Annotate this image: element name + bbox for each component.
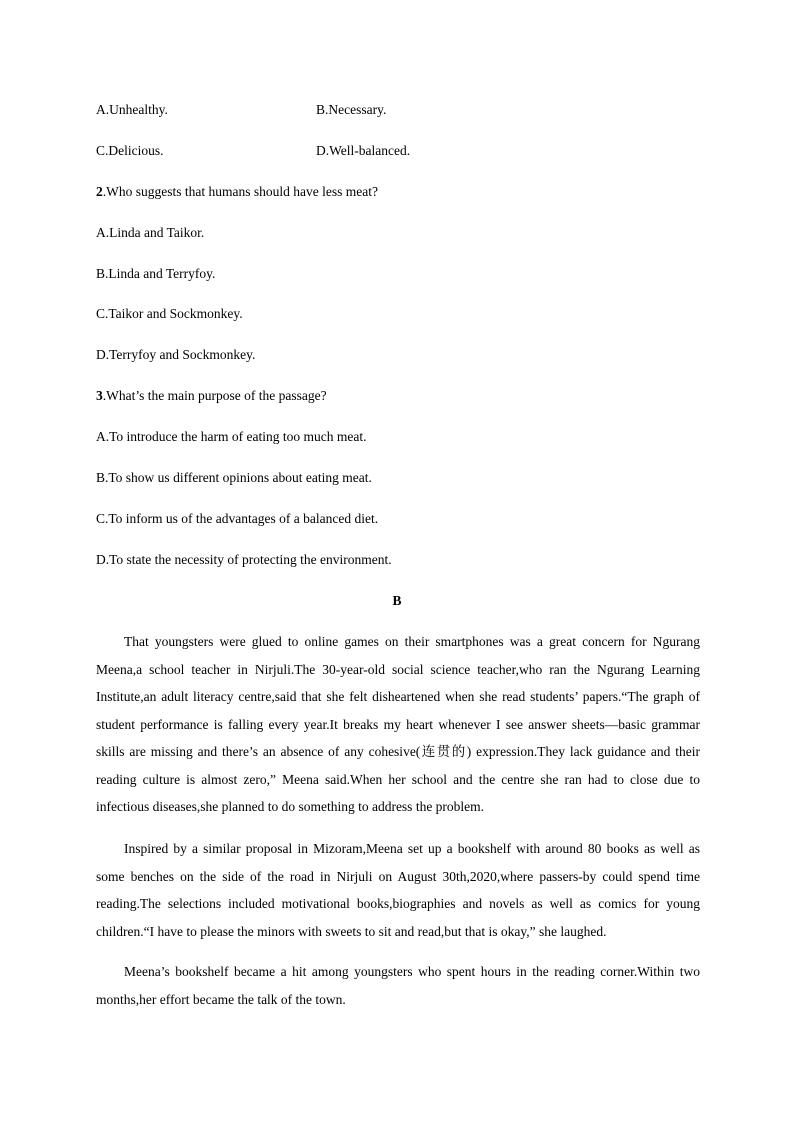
q2-stem: [96, 184, 378, 200]
q2-number: 2: [96, 184, 103, 199]
q2-text: .Who suggests that humans should have less meat?: [102, 184, 378, 199]
section-b-title: B: [392, 593, 402, 608]
q2-option-b[interactable]: B.Linda and Terryfoy.: [96, 266, 216, 281]
q3-stem: [96, 388, 327, 404]
q3-number: 3: [96, 388, 103, 403]
q2-option-a[interactable]: A.Linda and Taikor.: [96, 225, 205, 240]
q2-option-c[interactable]: C.Taikor and Sockmonkey.: [96, 306, 243, 321]
q1-option-b[interactable]: B.Necessary.: [316, 102, 387, 117]
q1-options-row-2: [96, 143, 411, 159]
q1-options-row-1: [96, 102, 387, 118]
q1-option-a[interactable]: A.Unhealthy.: [96, 102, 168, 117]
q3-option-b[interactable]: B.To show us different opinions about eating meat.: [96, 470, 372, 485]
q1-option-c[interactable]: C.Delicious.: [96, 143, 164, 158]
passage-paragraph-1: That youngsters were glued to online games on their smartphones was a great concern for Ngurang Meena,a school teacher in Nirjuli.The 30-year-old social science teacher,who ran the Ngurang Learning Institute,an adult literacy centre,said that she felt disheartened when she read students’ papers.“The graph of student performance is falling every year.It breaks my heart whenever I see answer sheets—basic grammar skills are missing and there’s an absence of any cohesive(连贯的) expression.They lack guidance and their reading culture is almost zero,” Meena said.When her school and the centre she ran had to close due to infectious diseases,she planned to do something to address the problem.: [96, 634, 700, 814]
q2-option-d[interactable]: D.Terryfoy and Sockmonkey.: [96, 347, 256, 362]
q3-option-d[interactable]: D.To state the necessity of protecting the environment.: [96, 552, 392, 567]
q1-option-d[interactable]: D.Well-balanced.: [316, 143, 411, 158]
passage-paragraph-2: Inspired by a similar proposal in Mizoram,Meena set up a bookshelf with around 80 books as well as some benches on the side of the road in Nirjuli on August 30th,2020,where passers-by could spend time reading.The selections included motivational books,biographies and novels as well as comics for young children.“I have to please the minors with sweets to sit and read,but that is okay,” she laughed.: [96, 841, 700, 939]
passage-paragraph-3: Meena’s bookshelf became a hit among youngsters who spent hours in the reading corner.Within two months,her effort became the talk of the town.: [96, 964, 700, 1007]
q3-option-c[interactable]: C.To inform us of the advantages of a balanced diet.: [96, 511, 379, 526]
q3-option-a[interactable]: A.To introduce the harm of eating too much meat.: [96, 429, 367, 444]
q3-text: .What’s the main purpose of the passage?: [102, 388, 327, 403]
